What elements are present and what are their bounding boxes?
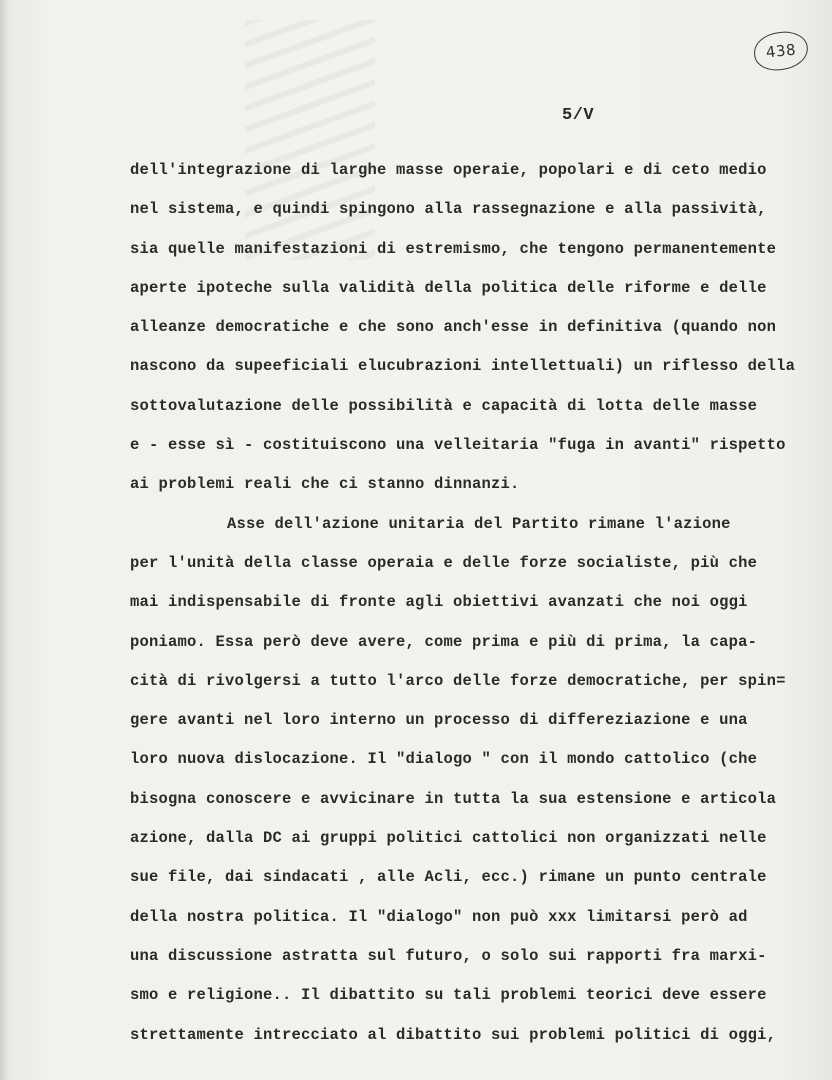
text-line: loro nuova dislocazione. Il "dialogo " con il mondo cattolico (che	[130, 750, 758, 769]
text-line: ai problemi reali che ci stanno dinnanzi.	[130, 475, 520, 494]
text-line: aperte ipoteche sulla validità della politica delle riforme e delle	[130, 278, 767, 297]
text-line: poniamo. Essa però deve avere, come prima e più di prima, la capa-	[130, 632, 758, 651]
text-line: e - esse sì - costituiscono una velleitaria "fuga in avanti" rispetto	[130, 436, 786, 455]
text-line: sia quelle manifestazioni di estremismo, che tengono permanentemente	[130, 239, 777, 258]
text-line: sottovalutazione delle possibilità e capacità di lotta delle masse	[130, 396, 758, 415]
text-line: sue file, dai sindacati , alle Acli, ecc.) rimane un punto centrale	[130, 868, 767, 887]
text-line: nel sistema, e quindi spingono alla rassegnazione e alla passività,	[130, 200, 767, 219]
text-line: dell'integrazione di larghe masse operaie, popolari e di ceto medio	[130, 161, 767, 179]
text-line: bisogna conoscere e avvicinare in tutta la sua estensione e articola	[130, 789, 777, 808]
text-line: per l'unità della classe operaia e delle forze socialiste, più che	[130, 553, 758, 572]
handwritten-folio-number	[752, 29, 810, 72]
folio-number-text: 438	[765, 40, 797, 62]
text-line: gere avanti nel loro interno un processo di differeziazione e una	[130, 711, 748, 730]
text-line: smo e religione.. Il dibattito su tali problemi teorici deve essere	[130, 986, 767, 1005]
document-body	[130, 155, 820, 1059]
text-line: alleanze democratiche e che sono anch'esse in definitiva (quando non	[130, 318, 777, 337]
text-line: mai indispensabile di fronte agli obiettivi avanzati che noi oggi	[130, 593, 748, 612]
text-line: strettamente intrecciato al dibattito sui problemi politici di oggi,	[130, 1025, 777, 1044]
text-line: nascono da supeeficiali elucubrazioni intellettuali) un riflesso della	[130, 357, 796, 376]
page-number: 5/V	[562, 106, 595, 125]
text-line: una discussione astratta sul futuro, o solo sui rapporti fra marxi-	[130, 946, 767, 965]
text-line: della nostra politica. Il "dialogo" non può xxx limitarsi però ad	[130, 907, 748, 926]
paragraph-start-line: Asse dell'azione unitaria del Partito rimane l'azione	[227, 514, 731, 533]
page-left-edge-shadow	[0, 0, 10, 1080]
text-line: cità di rivolgersi a tutto l'arco delle forze democratiche, per spin=	[130, 671, 786, 690]
text-line: azione, dalla DC ai gruppi politici cattolici non organizzati nelle	[130, 829, 767, 848]
